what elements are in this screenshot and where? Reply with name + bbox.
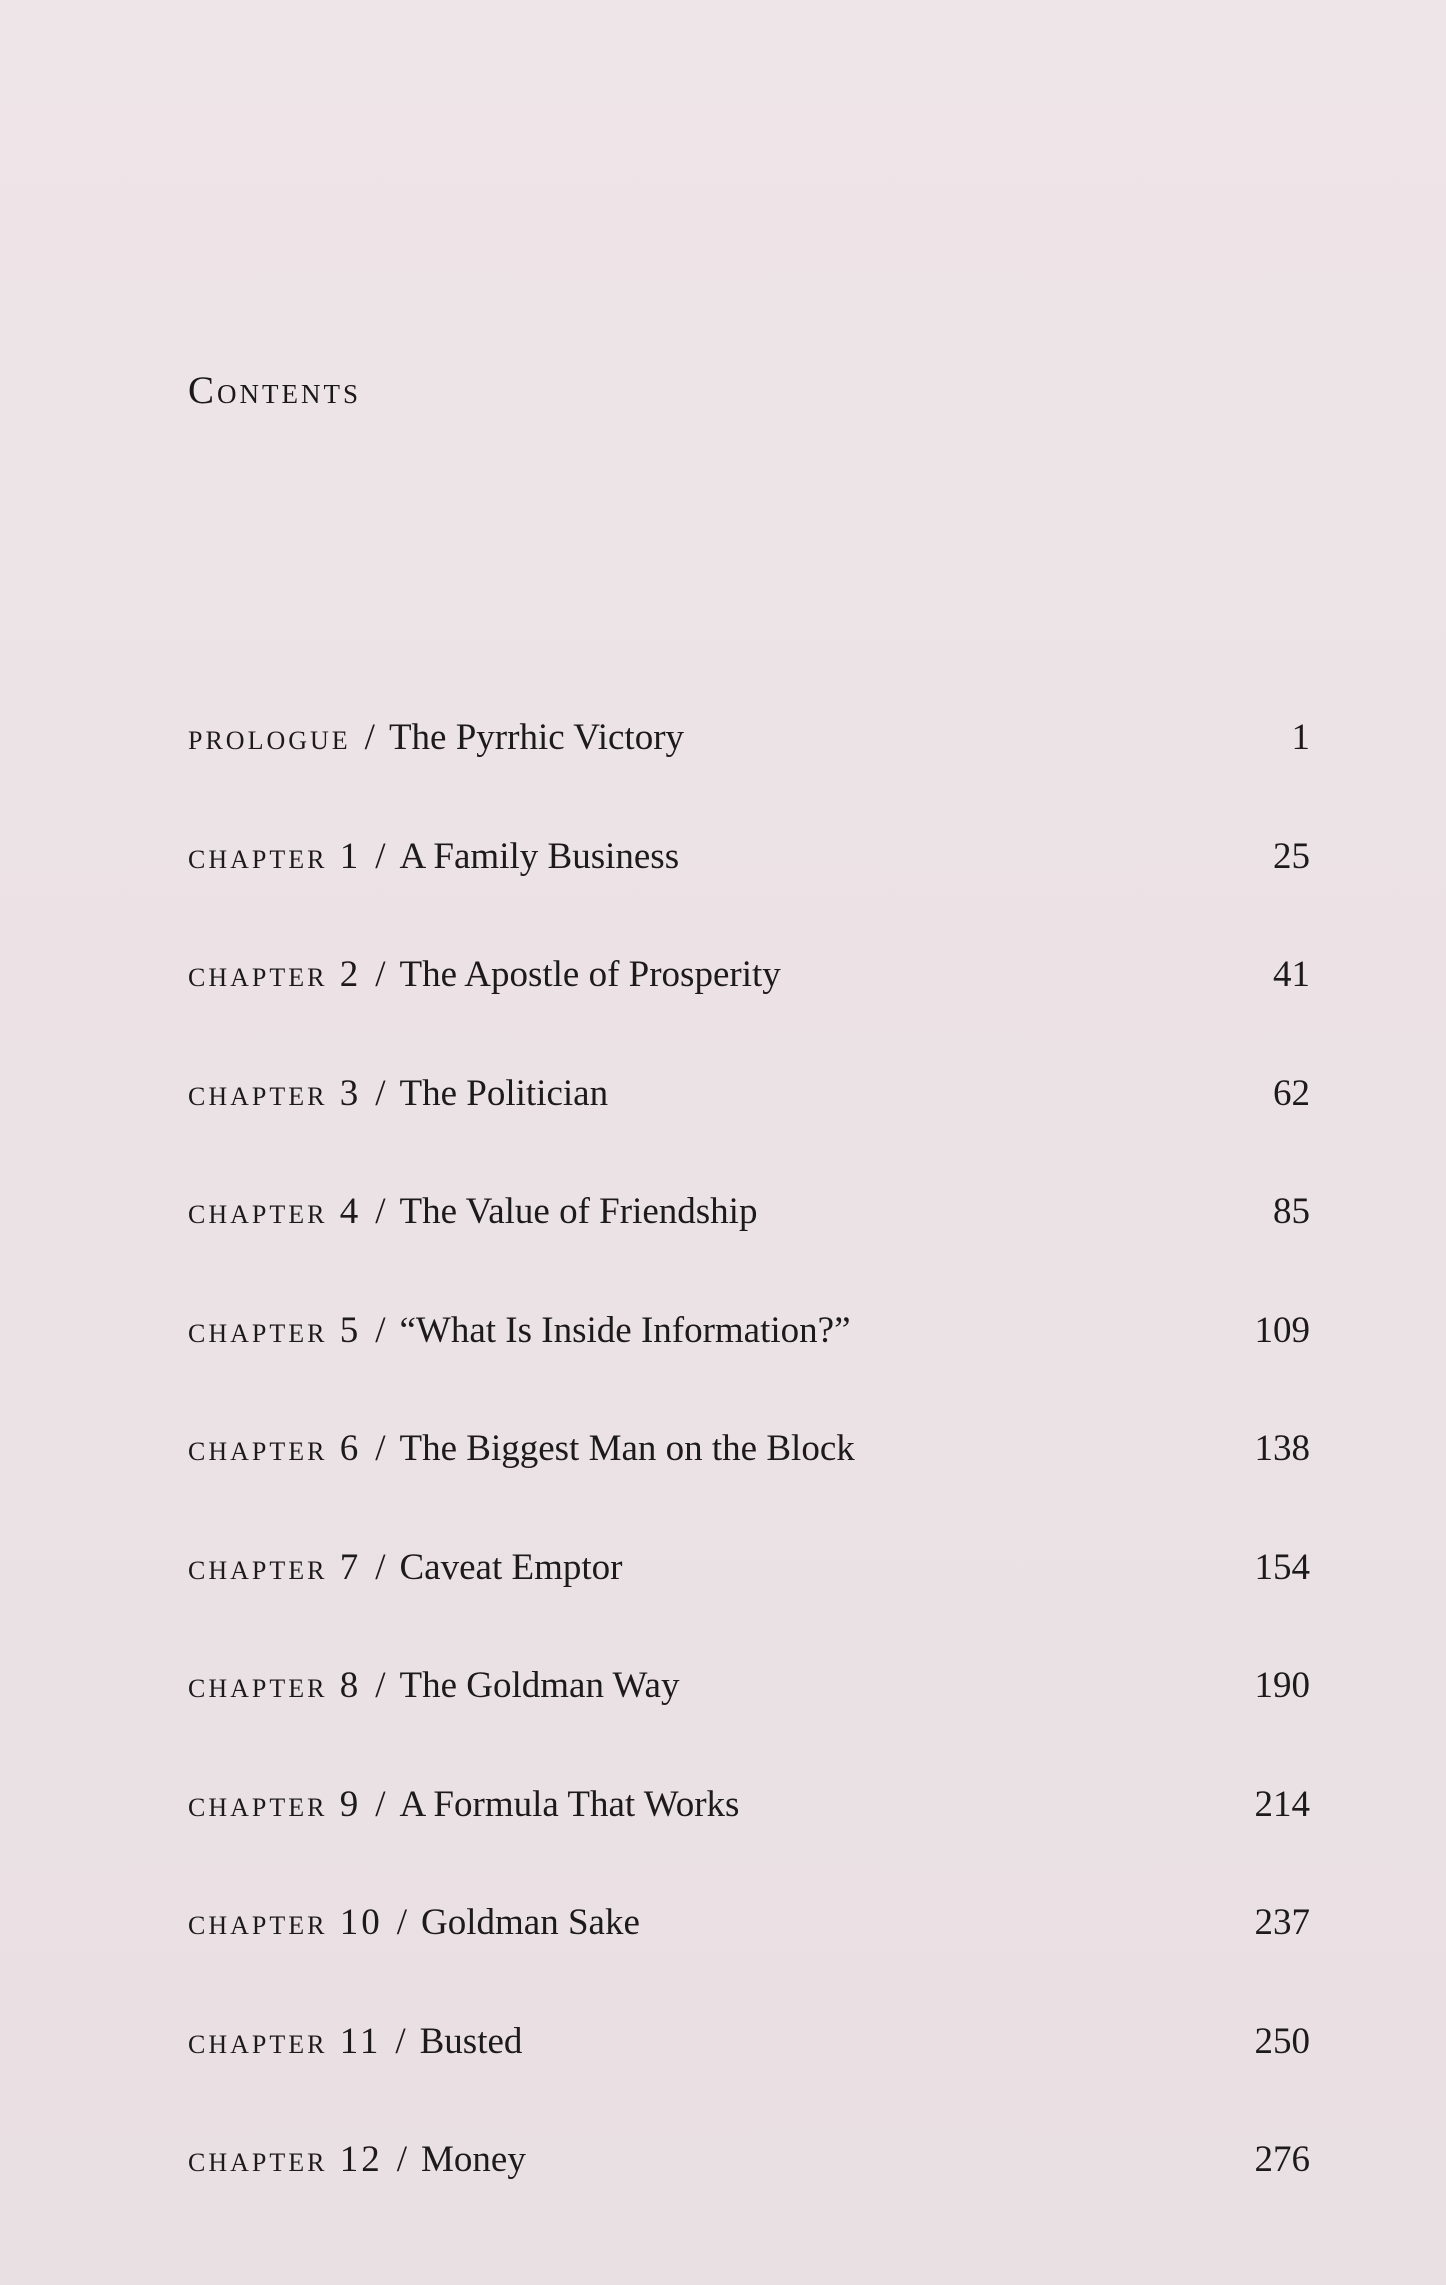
toc-entry <box>188 1190 1310 1250</box>
entry-label: chapter 1 <box>188 836 362 877</box>
entry-page-number: 237 <box>1254 1902 1310 1943</box>
entry-label: chapter 7 <box>188 1547 362 1588</box>
entry-page-number: 154 <box>1254 1547 1310 1588</box>
entry-title: A Formula That Works <box>399 1784 740 1825</box>
toc-entry <box>188 1901 1310 1961</box>
entry-page-number: 85 <box>1273 1191 1310 1232</box>
separator: / <box>364 717 375 758</box>
toc-entry <box>188 1072 1310 1132</box>
separator: / <box>375 1428 386 1469</box>
entry-page-number: 25 <box>1273 836 1310 877</box>
entry-page-number: 62 <box>1273 1073 1310 1114</box>
entry-title: The Goldman Way <box>399 1665 680 1706</box>
entry-page-number: 1 <box>1291 717 1310 758</box>
entry-page-number: 109 <box>1254 1310 1310 1351</box>
entry-title: The Biggest Man on the Block <box>399 1428 855 1469</box>
entry-label: chapter 8 <box>188 1665 362 1706</box>
separator: / <box>375 836 386 877</box>
entry-label: chapter 5 <box>188 1310 362 1351</box>
separator: / <box>375 1191 386 1232</box>
separator: / <box>375 1310 386 1351</box>
entry-title: Busted <box>419 2021 523 2062</box>
entry-label: prologue <box>188 717 351 758</box>
entry-label: chapter 12 <box>188 2139 383 2180</box>
toc-entry <box>188 1427 1310 1487</box>
separator: / <box>375 1665 386 1706</box>
entry-label: chapter 6 <box>188 1428 362 1469</box>
toc-entry <box>188 1309 1310 1369</box>
toc-entry <box>188 716 1310 776</box>
separator: / <box>375 1547 386 1588</box>
separator: / <box>375 954 386 995</box>
entry-label: chapter 4 <box>188 1191 362 1232</box>
separator: / <box>375 1784 386 1825</box>
entry-label: chapter 3 <box>188 1073 362 1114</box>
toc-entry <box>188 1664 1310 1724</box>
toc-entry <box>188 1783 1310 1843</box>
entry-page-number: 250 <box>1254 2021 1310 2062</box>
entry-title: A Family Business <box>399 836 680 877</box>
entry-page-number: 214 <box>1254 1784 1310 1825</box>
toc-entry <box>188 1546 1310 1606</box>
entry-title: “What Is Inside Information?” <box>399 1310 851 1351</box>
separator: / <box>375 1073 386 1114</box>
separator: / <box>396 2139 407 2180</box>
entry-title: Money <box>421 2139 526 2180</box>
entry-label: chapter 9 <box>188 1784 362 1825</box>
entry-label: chapter 10 <box>188 1902 383 1943</box>
toc-entry <box>188 835 1310 895</box>
entry-title: Goldman Sake <box>421 1902 640 1943</box>
entry-page-number: 276 <box>1254 2139 1310 2180</box>
entry-title: The Politician <box>399 1073 609 1114</box>
toc-entry <box>188 953 1310 1013</box>
entry-title: Caveat Emptor <box>399 1547 623 1588</box>
entry-title: The Pyrrhic Victory <box>388 717 685 758</box>
entry-title: The Value of Friendship <box>399 1191 758 1232</box>
entry-page-number: 41 <box>1273 954 1310 995</box>
entry-label: chapter 11 <box>188 2021 382 2062</box>
entry-page-number: 138 <box>1254 1428 1310 1469</box>
toc-entry <box>188 2138 1310 2198</box>
separator: / <box>395 2021 406 2062</box>
contents-heading: Contents <box>188 369 362 412</box>
entry-label: chapter 2 <box>188 954 362 995</box>
entry-title: The Apostle of Prosperity <box>399 954 781 995</box>
entry-page-number: 190 <box>1254 1665 1310 1706</box>
toc-entry <box>188 2020 1310 2080</box>
separator: / <box>396 1902 407 1943</box>
